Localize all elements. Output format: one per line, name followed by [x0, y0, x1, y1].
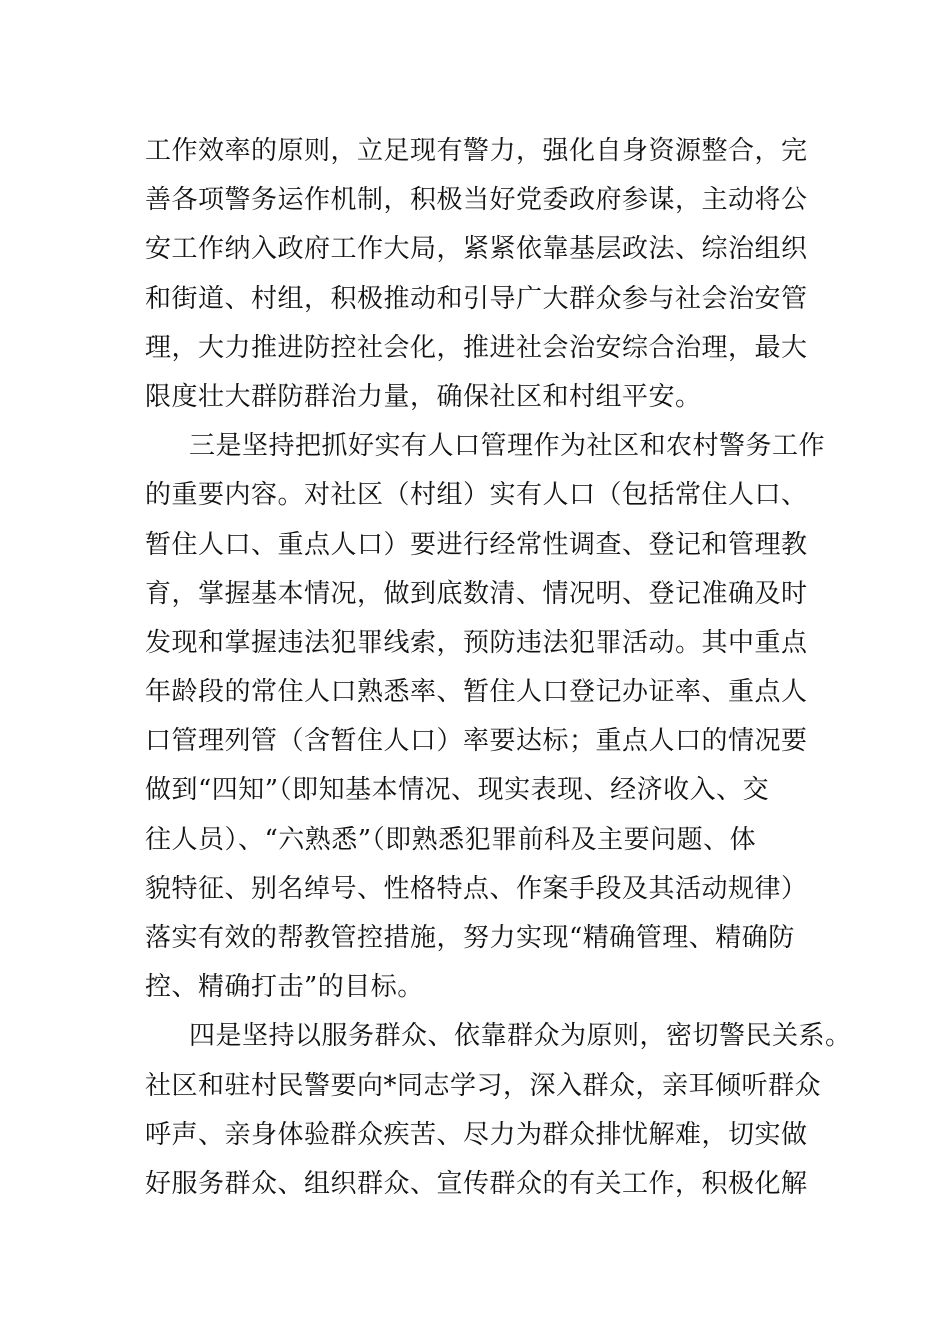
text-line: 理，大力推进防控社会化，推进社会治安综合治理，最大: [145, 332, 808, 363]
text-line: 育，掌握基本情况，做到底数清、情况明、登记准确及时: [145, 578, 808, 609]
text-line: 年龄段的常住人口熟悉率、暂住人口登记办证率、重点人: [145, 677, 808, 708]
paragraph-start-line: 四是坚持以服务群众、依靠群众为原则，密切警民关系。: [189, 1021, 852, 1052]
text-line: 和街道、村组，积极推动和引导广大群众参与社会治安管: [145, 283, 808, 314]
text-line: 呼声、亲身体验群众疾苦、尽力为群众排忧解难，切实做: [145, 1119, 808, 1150]
text-line: 落实有效的帮教管控措施，努力实现“精确管理、精确防: [145, 923, 795, 953]
text-line: 口管理列管（含暂住人口）率要达标；重点人口的情况要: [145, 726, 808, 757]
text-line: 往人员）、“六熟悉”（即熟悉犯罪前科及主要问题、体: [145, 824, 757, 855]
text-line: 限度壮大群防群治力量，确保社区和村组平安。: [145, 381, 702, 412]
text-line: 好服务群众、组织群众、宣传群众的有关工作，积极化解: [145, 1168, 808, 1199]
text-line: 的重要内容。对社区（村组）实有人口（包括常住人口、: [145, 480, 808, 511]
paragraph-start-line: 三是坚持把抓好实有人口管理作为社区和农村警务工作: [189, 431, 826, 462]
text-line: 工作效率的原则，立足现有警力，强化自身资源整合，完: [145, 136, 808, 166]
text-line: 安工作纳入政府工作大局，紧紧依靠基层政法、综治组织: [145, 234, 808, 265]
text-line: 善各项警务运作机制，积极当好党委政府参谋，主动将公: [145, 185, 808, 216]
body-text: [145, 127, 852, 1209]
text-line: 暂住人口、重点人口）要进行经常性调查、登记和管理教: [145, 529, 808, 560]
text-line: 貌特征、别名绰号、性格特点、作案手段及其活动规律）: [145, 873, 808, 904]
text-line: 控、精确打击”的目标。: [145, 972, 424, 1003]
text-line: 做到“四知”（即知基本情况、现实表现、经济收入、交: [145, 775, 770, 806]
text-line: 发现和掌握违法犯罪线索，预防违法犯罪活动。其中重点: [145, 627, 808, 658]
text-line: 社区和驻村民警要向*同志学习，深入群众，亲耳倾听群众: [145, 1070, 822, 1101]
